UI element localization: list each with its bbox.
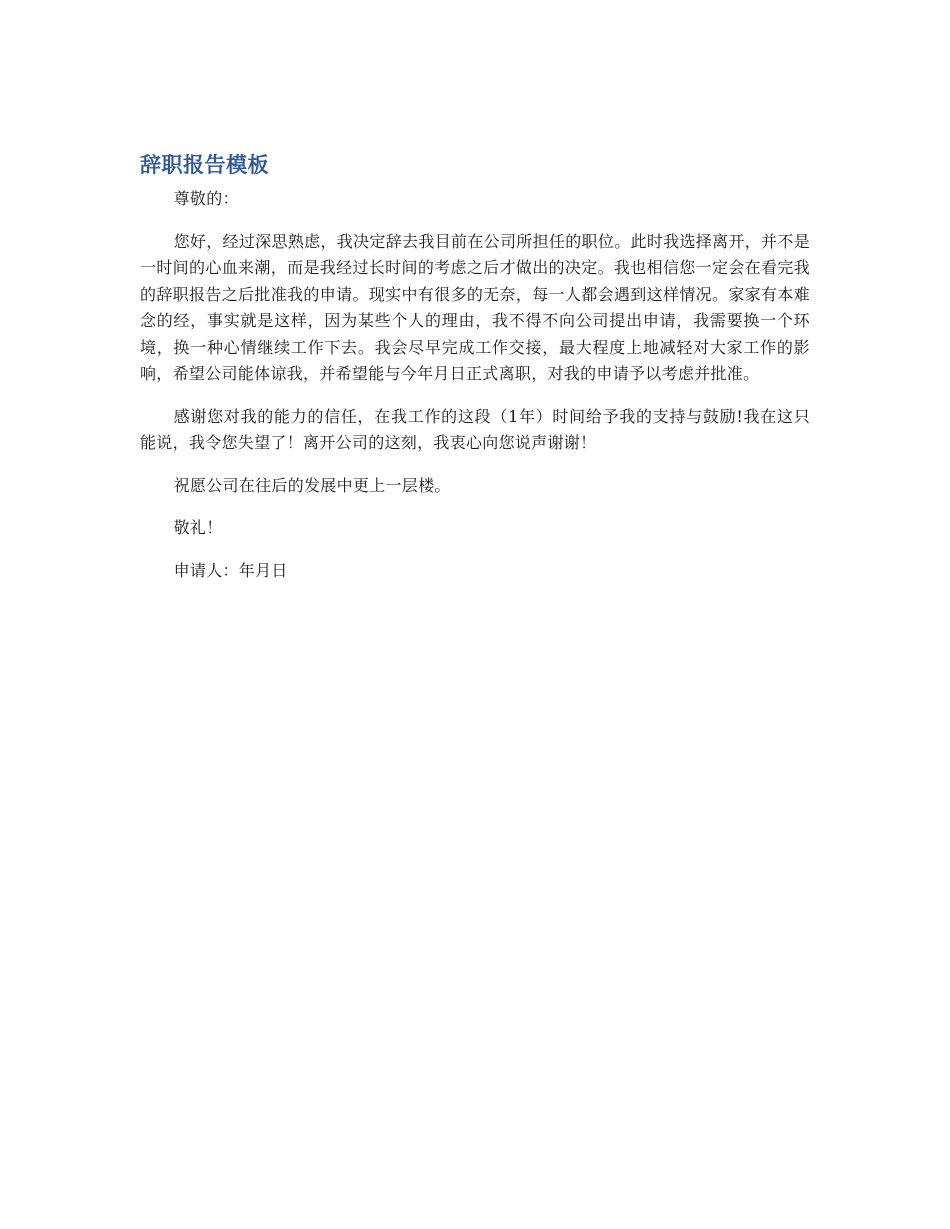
- salutation: 尊敬的：: [173, 189, 239, 208]
- body-paragraph-2: 感谢您对我的能力的信任，在我工作的这段（1年）时间给予我的支持与鼓励!我在这只能说，我令您失望了！离开公司的这刻，我衷心向您说声谢谢！: [140, 406, 810, 452]
- signature-line: 申请人：年月日: [173, 560, 288, 580]
- body-paragraph-1: 您好，经过深思熟虑，我决定辞去我目前在公司所担任的职位。此时我选择离开，并不是一时间的心血来潮，而是我经过长时间的考虑之后才做出的决定。我也相信您一定会在看完我的辞职报告之后批准我的申请。现实中有很多的无奈，每一人都会遇到这样情况。家家有本难念的经，事实就是这样，因为某些个人的理由，我不得不向公司提出申请，我需要换一个环境，换一种心情继续工作下去。我会尽早完成工作交接，最大程度上地减轻对大家工作的影响，希望公司能体谅我，并希望能与今年月日正式离职，对我的申请予以考虑并批准。: [140, 231, 810, 383]
- document-title: 辞职报告模板: [140, 153, 269, 177]
- closing-line: 敬礼！: [173, 518, 223, 537]
- wish-paragraph: 祝愿公司在往后的发展中更上一层楼。: [173, 475, 451, 495]
- document-body: [140, 150, 810, 600]
